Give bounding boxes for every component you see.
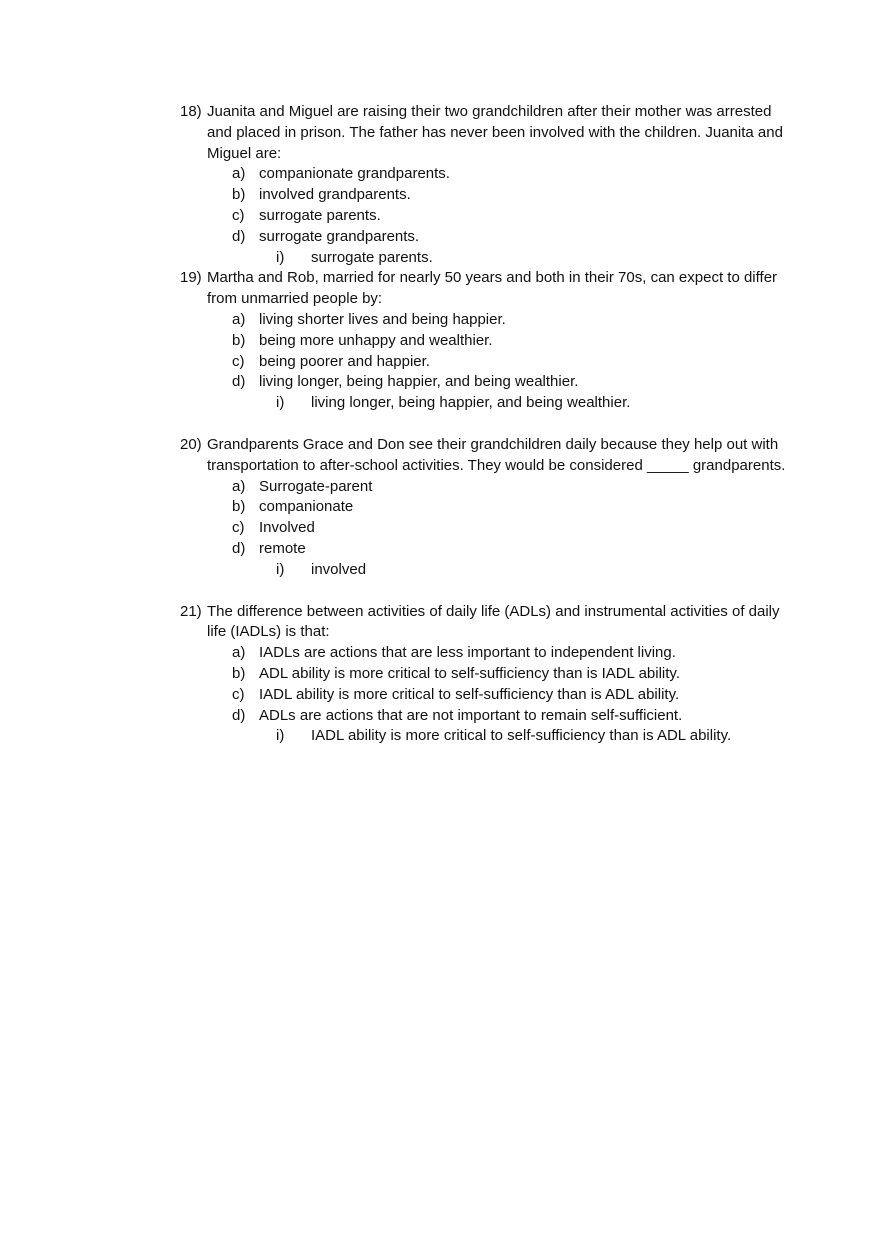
question-18 <box>180 102 790 268</box>
option-text: living shorter lives and being happier. <box>259 310 506 328</box>
option-c <box>180 518 790 539</box>
option-c <box>180 685 790 706</box>
answer-text: surrogate parents. <box>311 248 433 266</box>
option-text: surrogate parents. <box>259 206 381 224</box>
option-letter: a) <box>232 477 246 495</box>
option-text: IADL ability is more critical to self-sufficiency than is ADL ability. <box>259 685 680 703</box>
answer <box>180 560 790 581</box>
question-number: 19) <box>180 269 202 287</box>
option-text: Involved <box>259 519 315 537</box>
option-d <box>180 539 790 560</box>
option-text: living longer, being happier, and being wealthier. <box>259 373 579 391</box>
option-text: ADLs are actions that are not important to remain self-sufficient. <box>259 706 683 724</box>
question-20 <box>180 435 790 581</box>
option-c <box>180 206 790 227</box>
option-letter: d) <box>232 227 246 245</box>
answer-text: living longer, being happier, and being wealthier. <box>311 394 631 412</box>
answer-text: involved <box>311 560 367 578</box>
question-list <box>180 102 790 747</box>
option-a <box>180 477 790 498</box>
option-letter: a) <box>232 310 246 328</box>
option-text: remote <box>259 539 306 557</box>
option-letter: b) <box>232 186 246 204</box>
option-letter: a) <box>232 165 246 183</box>
option-c <box>180 352 790 373</box>
option-d <box>180 227 790 248</box>
question-21 <box>180 602 790 748</box>
option-letter: b) <box>232 498 246 516</box>
option-letter: c) <box>232 206 245 224</box>
option-d <box>180 706 790 727</box>
question-text: Juanita and Miguel are raising their two grandchildren after their mother was arrested and placed in prison. The father has never been involved with the children. Juanita and Miguel are: <box>207 103 783 162</box>
answer-label: i) <box>276 560 285 578</box>
option-text: involved grandparents. <box>259 186 411 204</box>
answer <box>180 726 790 747</box>
option-d <box>180 372 790 393</box>
option-a <box>180 310 790 331</box>
option-text: Surrogate-parent <box>259 477 373 495</box>
answer-label: i) <box>276 727 285 745</box>
option-b <box>180 664 790 685</box>
option-text: being poorer and happier. <box>259 352 430 370</box>
option-letter: d) <box>232 373 246 391</box>
option-letter: c) <box>232 519 245 537</box>
question-19 <box>180 268 790 414</box>
answer <box>180 248 790 269</box>
option-a <box>180 164 790 185</box>
option-b <box>180 185 790 206</box>
option-letter: c) <box>232 352 245 370</box>
option-letter: b) <box>232 664 246 682</box>
answer <box>180 393 790 414</box>
option-letter: b) <box>232 331 246 349</box>
question-text: Grandparents Grace and Don see their grandchildren daily because they help out with transportation to after-school activities. They would be considered _____ grandparents. <box>207 435 786 474</box>
option-text: ADL ability is more critical to self-sufficiency than is IADL ability. <box>259 664 680 682</box>
option-letter: a) <box>232 644 246 662</box>
question-number: 21) <box>180 602 202 620</box>
option-text: surrogate grandparents. <box>259 227 420 245</box>
answer-label: i) <box>276 248 285 266</box>
question-number: 20) <box>180 435 202 453</box>
option-a <box>180 643 790 664</box>
option-b <box>180 331 790 352</box>
option-text: being more unhappy and wealthier. <box>259 331 493 349</box>
option-text: companionate <box>259 498 354 516</box>
question-number: 18) <box>180 103 202 120</box>
option-letter: d) <box>232 706 246 724</box>
option-b <box>180 497 790 518</box>
option-letter: d) <box>232 539 246 557</box>
option-text: companionate grandparents. <box>259 165 450 183</box>
question-text: Martha and Rob, married for nearly 50 years and both in their 70s, can expect to differ from unmarried people by: <box>207 269 778 308</box>
option-text: IADLs are actions that are less important to independent living. <box>259 644 676 662</box>
question-text: The difference between activities of daily life (ADLs) and instrumental activities of daily life (IADLs) is that: <box>207 602 780 641</box>
answer-label: i) <box>276 394 285 412</box>
option-letter: c) <box>232 685 245 703</box>
answer-text: IADL ability is more critical to self-sufficiency than is ADL ability. <box>311 727 732 745</box>
